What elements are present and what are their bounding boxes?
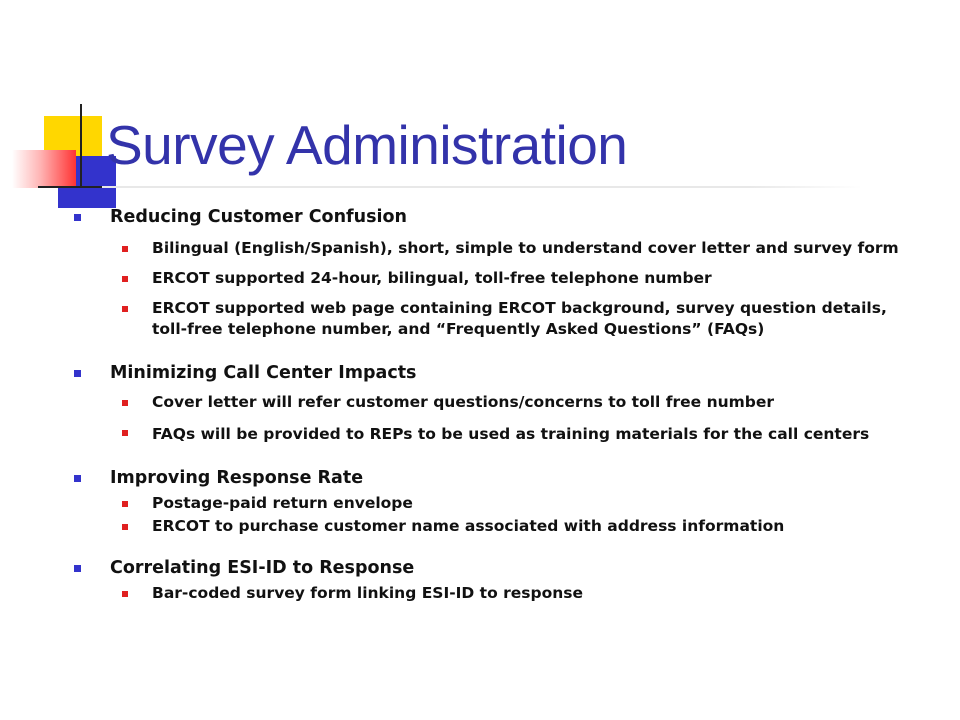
list-item: Postage-paid return envelope (72, 493, 922, 514)
bullet-square-icon (122, 306, 128, 312)
title-underline (102, 186, 862, 188)
decor-red-gradient-bar (12, 150, 76, 188)
bullet-square-icon (122, 276, 128, 282)
section-esi-id (72, 555, 922, 604)
list-item: ERCOT to purchase customer name associated with address information (72, 516, 922, 537)
slide-title: Survey Administration (106, 114, 628, 176)
section-reducing-confusion (72, 204, 922, 340)
bullet-square-icon (122, 591, 128, 597)
list-item: Bilingual (English/Spanish), short, simple to understand cover letter and survey form (72, 238, 922, 259)
bullet-square-icon (74, 214, 81, 221)
section-heading: Minimizing Call Center Impacts (110, 363, 417, 383)
bullet-square-icon (122, 246, 128, 252)
decor-horizontal-line (38, 186, 102, 188)
list-item: ERCOT supported web page containing ERCOT background, survey question details, toll-free telephone number, and “Frequently Asked Questions” (FAQs) (72, 298, 922, 340)
bullet-square-icon (74, 565, 81, 572)
list-item: ERCOT supported 24-hour, bilingual, toll-free telephone number (72, 268, 922, 289)
section-heading: Improving Response Rate (110, 468, 364, 488)
list-item: Bar-coded survey form linking ESI-ID to response (72, 583, 922, 604)
section-heading: Correlating ESI-ID to Response (110, 558, 415, 578)
bullet-square-icon (74, 370, 81, 377)
section-response-rate (72, 465, 922, 537)
list-item: FAQs will be provided to REPs to be used as training materials for the call centers (72, 419, 922, 449)
slide-body (72, 204, 922, 604)
section-call-center (72, 360, 922, 449)
section-heading: Reducing Customer Confusion (110, 207, 408, 227)
bullet-square-icon (122, 524, 128, 530)
decor-vertical-line (80, 104, 82, 188)
list-item: Cover letter will refer customer questions/concerns to toll free number (72, 392, 922, 413)
bullet-square-icon (122, 400, 128, 406)
bullet-square-icon (74, 475, 81, 482)
bullet-square-icon (122, 501, 128, 507)
bullet-square-icon (122, 430, 128, 436)
